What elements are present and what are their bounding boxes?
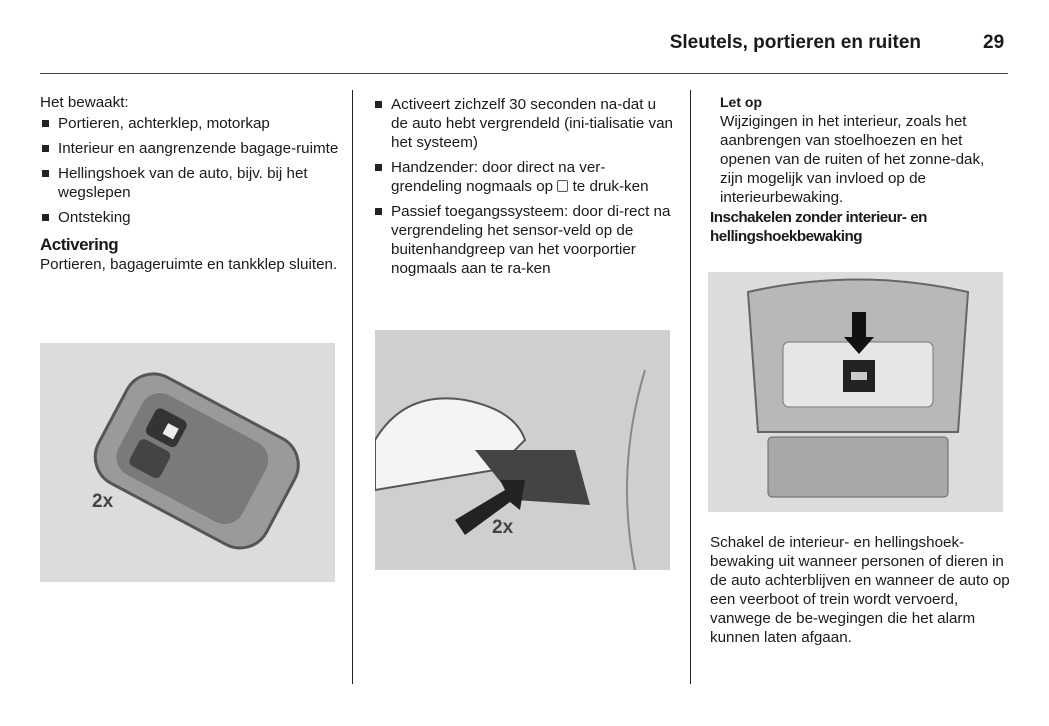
- right-column: [720, 93, 1010, 207]
- section-heading: Inschakelen zonder interieur- en hellingshoekbewaking: [710, 209, 927, 245]
- note-heading: Let op: [720, 94, 762, 110]
- door-handle-figure: [375, 330, 670, 570]
- overhead-console-illustration: [708, 272, 1003, 512]
- list-item-text: Handzender: door direct na ver-grendeling nogmaals op: [391, 159, 606, 195]
- intro-text: Het bewaakt:: [40, 94, 129, 111]
- section-heading: Activering: [40, 235, 119, 254]
- column-divider: [352, 90, 353, 684]
- lock-icon: [557, 180, 568, 192]
- list-item: Hellingshoek van de auto, bijv. bij het wegslepen: [40, 164, 340, 202]
- door-handle-illustration: [375, 330, 670, 570]
- overhead-console-figure: [708, 272, 1003, 512]
- chapter-title: Sleutels, portieren en ruiten: [669, 32, 921, 53]
- list-item: Activeert zichzelf 30 seconden na-dat u de auto hebt vergrendeld (ini-tialisatie van het systeem): [373, 95, 673, 152]
- list-item: Ontsteking: [40, 208, 340, 227]
- header-rule: [40, 73, 1008, 74]
- press-twice-label: 2x: [492, 517, 514, 538]
- column-divider: [690, 90, 691, 684]
- key-fob-figure: [40, 343, 335, 582]
- body-text: Portieren, bagageruimte en tankklep sluiten.: [40, 256, 338, 273]
- list-item: [373, 158, 673, 196]
- left-column: [40, 93, 340, 274]
- right-body: [710, 533, 1010, 647]
- monitored-list: [40, 114, 340, 227]
- key-fob-illustration: [40, 343, 335, 582]
- press-twice-label: 2x: [92, 491, 114, 512]
- activation-list: [373, 95, 673, 278]
- page-number: 29: [983, 32, 1005, 53]
- body-text: Schakel de interieur- en hellingshoek-bewaking uit wanneer personen of dieren in de auto achterblijven en wanneer de auto op een veerboot of trein wordt vervoerd, vanwege de be-wegingen die het alarm kunnen laten afgaan.: [710, 534, 1010, 646]
- list-item: Passief toegangssysteem: door di-rect na vergrendeling het sensor-veld op de buitenhandgreep van het voorportier nogmaals aan te ra-ken: [373, 202, 673, 278]
- list-item: Interieur en aangrenzende bagage-ruimte: [40, 139, 340, 158]
- middle-column: [373, 93, 673, 284]
- list-item: Portieren, achterklep, motorkap: [40, 114, 340, 133]
- note-text: Wijzigingen in het interieur, zoals het aanbrengen van stoelhoezen en het openen van de ruiten of het zonne-dak, zijn mogelijk van invloed op de interieurbewaking.: [720, 113, 985, 206]
- list-item-text: te druk-ken: [568, 178, 649, 195]
